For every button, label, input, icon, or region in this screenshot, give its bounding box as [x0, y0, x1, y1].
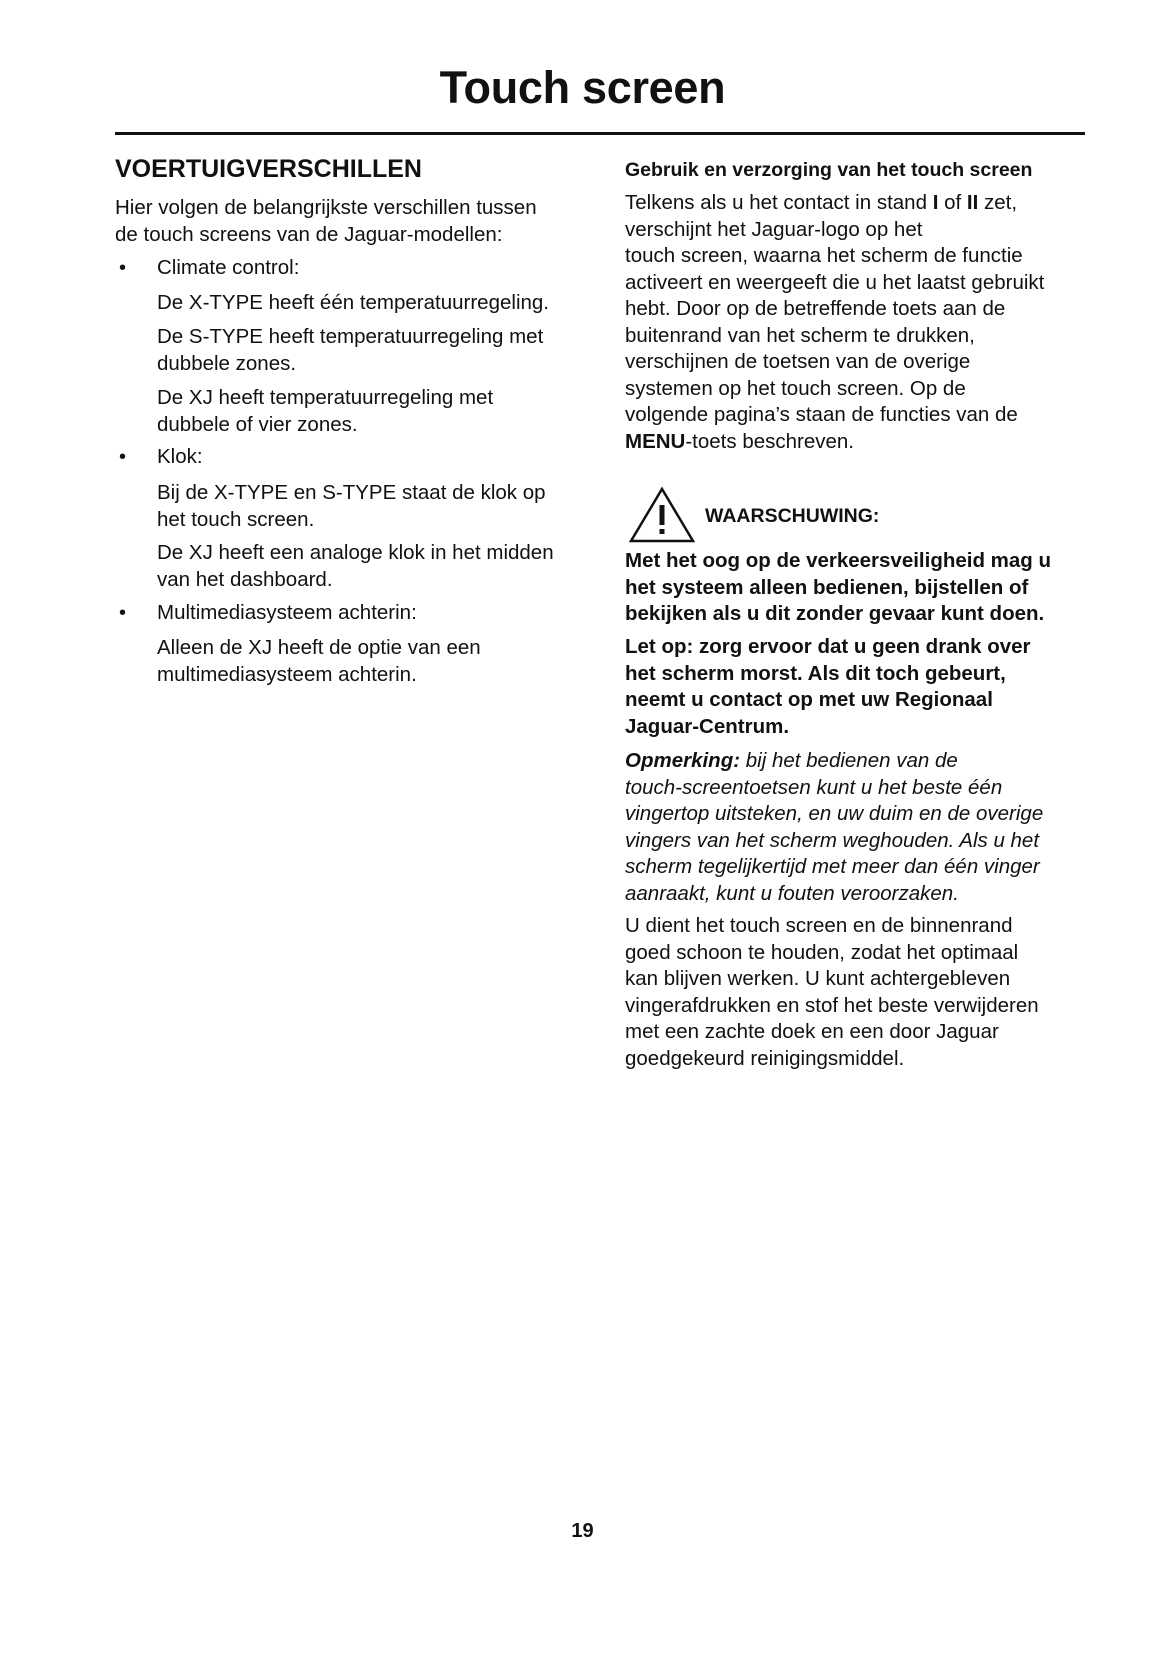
warning-text: [625, 548, 1051, 628]
text-segment: -toets beschreven.: [685, 429, 855, 453]
text-segment: bij het bedienen van de: [740, 749, 958, 772]
text-line: [625, 748, 1043, 775]
text-line: De XJ heeft een analoge klok in het midden: [157, 541, 554, 564]
bold-text: I: [932, 191, 939, 214]
usage-paragraph: [625, 190, 1044, 455]
text-line: De X-TYPE heeft één temperatuurregeling.: [157, 291, 549, 314]
text-line: De XJ heeft temperatuurregeling met: [157, 386, 494, 409]
page-title: Touch screen: [439, 62, 726, 113]
cleaning-paragraph: [625, 913, 1039, 1072]
text-line: vingers van het scherm weghouden. Als u het: [625, 828, 1040, 852]
text-line: vingertop uitsteken, en uw duim en de overige: [625, 802, 1044, 825]
bullet-icon: •: [119, 257, 127, 279]
bullet-item-label: Multimediasysteem achterin:: [157, 601, 417, 624]
text-line: van het dashboard.: [157, 567, 333, 591]
text-line: volgende pagina’s staan de functies van de: [625, 403, 1018, 426]
text-line: aanraakt, kunt u fouten veroorzaken.: [625, 881, 959, 905]
warning-triangle-icon: [628, 486, 696, 544]
text-line: verschijnen de toetsen van de overige: [625, 350, 971, 373]
warning-label: WAARSCHUWING:: [705, 505, 880, 527]
text-line: Bij de X-TYPE en S-TYPE staat de klok op: [157, 481, 546, 504]
bullet-item-paragraph: [157, 324, 543, 377]
text-line: neemt u contact op met uw Regionaal: [625, 688, 993, 711]
text-line: buitenrand van het scherm te drukken,: [625, 323, 975, 347]
bullet-item-label: Klok:: [157, 445, 203, 468]
text-segment: zet,: [978, 191, 1018, 214]
bullet-item-paragraph: [157, 635, 481, 688]
text-line: multimediasysteem achterin.: [157, 662, 417, 686]
title-rule: [115, 132, 1085, 135]
text-line: het scherm morst. Als dit toch gebeurt,: [625, 661, 1006, 685]
text-line: kan blijven werken. U kunt achtergebleven: [625, 967, 1011, 990]
text-line: dubbele zones.: [157, 351, 297, 375]
bullet-item-paragraph: [157, 290, 549, 317]
text-line: activeert en weergeeft die u het laatst gebruikt: [625, 270, 1045, 294]
caution-text: [625, 634, 1031, 740]
text-line: vingerafdrukken en stof het beste verwijderen: [625, 993, 1039, 1017]
text-line: Hier volgen de belangrijkste verschillen tussen: [115, 196, 537, 219]
text-line: goed schoon te houden, zodat het optimaal: [625, 940, 1019, 964]
bullet-item-paragraph: [157, 385, 493, 438]
text-segment: of: [938, 191, 967, 214]
text-line: de touch screens van de Jaguar-modellen:: [115, 222, 503, 246]
bullet-icon: •: [119, 602, 127, 624]
bold-text: II: [966, 191, 979, 214]
page-number: 19: [571, 1520, 594, 1542]
text-line: met een zachte doek en een door Jaguar: [625, 1020, 999, 1043]
intro-paragraph: [115, 195, 537, 248]
text-line: Jaguar-Centrum.: [625, 714, 790, 738]
text-line: Met het oog op de verkeersveiligheid mag u: [625, 549, 1052, 572]
text-line: verschijnt het Jaguar-logo op het: [625, 217, 923, 241]
bullet-item-paragraph: [157, 480, 546, 533]
section-heading: VOERTUIGVERSCHILLEN: [115, 155, 422, 183]
text-line: goedgekeurd reinigingsmiddel.: [625, 1046, 905, 1070]
text-line: Let op: zorg ervoor dat u geen drank over: [625, 635, 1031, 658]
note-paragraph: [625, 748, 1043, 907]
text-line: touch-screentoetsen kunt u het beste één: [625, 775, 1003, 799]
text-line: De S-TYPE heeft temperatuurregeling met: [157, 325, 544, 348]
text-line: [625, 429, 1044, 456]
text-line: scherm tegelijkertijd met meer dan één vinger: [625, 855, 1040, 878]
text-segment: Telkens als u het contact in stand: [625, 191, 933, 214]
text-line: Alleen de XJ heeft de optie van een: [157, 636, 481, 659]
bold-text: Opmerking:: [625, 749, 741, 772]
text-line: touch screen, waarna het scherm de functie: [625, 244, 1023, 267]
text-line: het touch screen.: [157, 507, 315, 531]
text-line: het systeem alleen bedienen, bijstellen of: [625, 575, 1029, 599]
text-line: [625, 190, 1044, 217]
text-line: U dient het touch screen en de binnenrand: [625, 914, 1013, 937]
text-line: bekijken als u dit zonder gevaar kunt doen.: [625, 602, 1045, 625]
bullet-item-paragraph: [157, 540, 554, 593]
bullet-icon: •: [119, 446, 127, 468]
bold-text: MENU: [625, 429, 686, 453]
bullet-item-label: Climate control:: [157, 256, 300, 279]
usage-heading: Gebruik en verzorging van het touch screen: [625, 159, 1033, 181]
text-line: hebt. Door op de betreffende toets aan de: [625, 297, 1006, 320]
text-line: dubbele of vier zones.: [157, 412, 358, 436]
text-line: systemen op het touch screen. Op de: [625, 376, 966, 400]
